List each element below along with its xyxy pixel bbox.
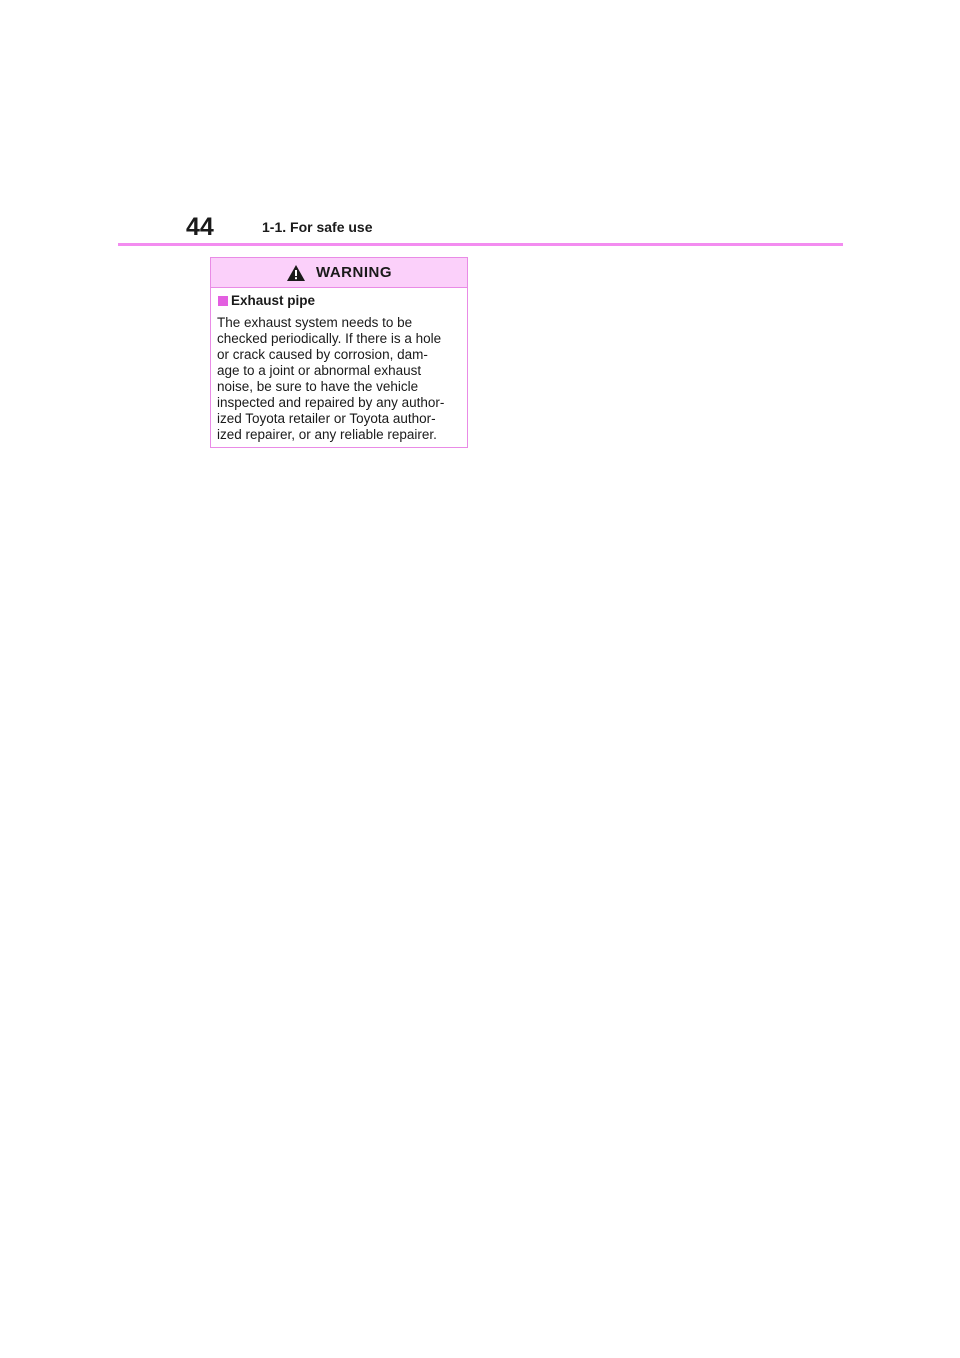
page-number: 44 <box>186 213 214 241</box>
section-title: 1-1. For safe use <box>262 219 373 235</box>
warning-body-text: The exhaust system needs to be checked periodically. If there is a hole or crack caused by corrosion, dam- age to a joint or abnormal exhaust noise, be sure to have the vehicle inspected and repaired by any author- ized Toyota retailer or Toyota author- ized repairer, or any reliable repairer. <box>217 315 445 442</box>
warning-triangle-icon <box>286 264 306 282</box>
warning-header <box>211 258 467 288</box>
warning-subheading <box>217 292 461 310</box>
warning-label: WARNING <box>316 264 392 281</box>
square-bullet-icon <box>218 296 228 306</box>
warning-box <box>210 257 468 448</box>
header-divider <box>118 243 843 246</box>
warning-subheading-text: Exhaust pipe <box>231 293 316 308</box>
warning-body <box>211 288 467 443</box>
